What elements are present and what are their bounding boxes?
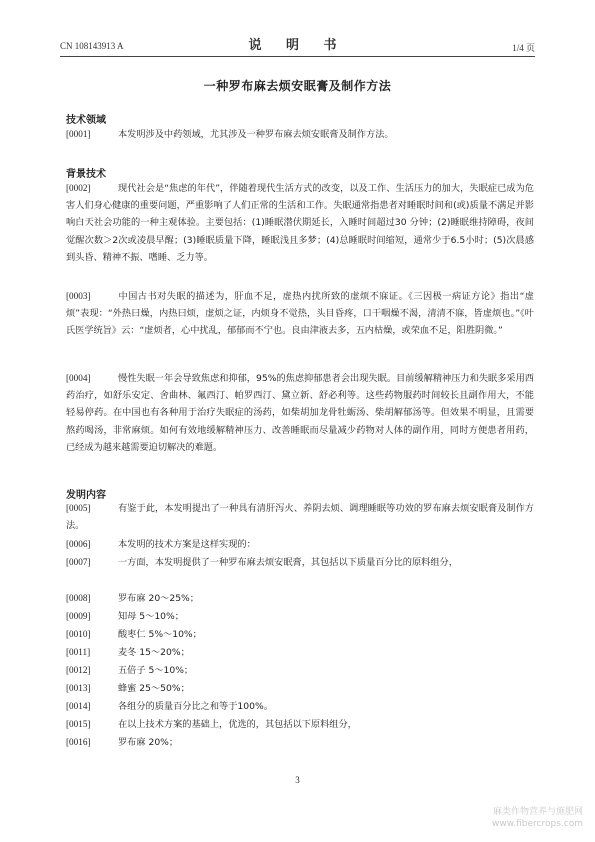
ingredient-text: 五倍子 5～10%；	[118, 665, 194, 676]
ingredient-text: 罗布麻 20%；	[118, 737, 179, 748]
header-rule	[60, 56, 535, 57]
paragraph-number: [0008]	[66, 593, 91, 603]
watermark-url: www.fibercrops.com	[492, 819, 583, 829]
paragraph-number: [0015]	[66, 719, 91, 729]
page-number: 3	[295, 775, 300, 785]
paragraph-0003	[66, 288, 534, 340]
watermark	[492, 806, 583, 830]
list-item	[66, 609, 534, 624]
paragraph-number: [0014]	[66, 701, 91, 711]
paragraph-0007	[66, 554, 534, 571]
watermark-name: 麻类作物营养与施肥网	[492, 807, 583, 817]
paragraph-number: [0002]	[66, 183, 91, 193]
paragraph-0006	[66, 536, 534, 553]
paragraph-0001	[66, 126, 534, 143]
list-item	[66, 591, 534, 606]
patent-number: CN 108143913 A	[60, 41, 124, 51]
paragraph-text: 慢性失眠一年会导致焦虑和抑郁，95%的焦虑抑郁患者会出现失眠。目前缓解精神压力和失眠多采用西药治疗，如舒乐安定、舍曲林、氟西汀、帕罗西汀、黛立新、舒必利等。这些药物服药时间较长且副作用大，不能轻易停药。在中国也有各种用于治疗失眠症的汤药，如柴胡加龙骨牡蛎汤、柴胡解郁汤等。但效果不明显，且需要熬药喝汤，非常麻烦。如何有效地缓解精神压力、改善睡眠而尽量减少药物对人体的副作用，同时方便患者用药，已经成为越来越需要迫切解决的难题。	[66, 373, 534, 453]
section-invention: 发明内容	[66, 490, 106, 501]
paragraph-text: 现代社会是“焦虑的年代”，伴随着现代生活方式的改变，以及工作、生活压力的加大，失眠症已成为危害人们身心健康的重要问题，严重影响了人们正常的生活和工作。失眠通常指患者对睡眠时间和(或)质量不满足并影响白天社会功能的一种主观体验。主要包括：(1)睡眠潜伏期延长，入睡时间超过30 分钟；(2)睡眠维持障碍，夜间觉醒次数＞2次或凌晨早醒；(3)睡眠质量下降，睡眠浅且多梦；(4)总睡眠时间缩短，通常少于6.5小时；(5)次晨感到头昏、精神不振、嗜睡、乏力等。	[66, 183, 534, 263]
paragraph-number: [0010]	[66, 629, 91, 639]
list-item	[66, 663, 534, 678]
paragraph-text: 本发明的技术方案是这样实现的：	[118, 539, 256, 550]
paragraph-number: [0004]	[66, 373, 91, 383]
list-item	[66, 699, 534, 714]
list-item	[66, 681, 534, 696]
paragraph-0004	[66, 370, 534, 456]
section-background: 背景技术	[66, 169, 106, 180]
paragraph-number: [0003]	[66, 291, 91, 301]
ingredient-text: 麦冬 15～20%；	[118, 647, 190, 658]
list-item	[66, 627, 534, 642]
paragraph-number: [0006]	[66, 539, 91, 549]
document-title: 一种罗布麻去烦安眠膏及制作方法	[203, 79, 392, 93]
paragraph-text: 中国古书对失眠的描述为，肝血不足，虚热内扰所致的虚烦不寐证。《三因极一病证方论》指出“虚烦”表现：“外热曰燥，内热曰烦，虚烦之证，内烦身不觉热，头目昏疼，口干咽燥不渴，清清不寐，皆虚烦也。”《叶氏医学统旨》云：“虚烦者，心中扰乱，郁郁而不宁也。良由津液去多，五内枯燥，或荣血不足，阳胜阴微。”	[66, 291, 534, 337]
ingredient-text: 知母 5～10%；	[118, 611, 184, 622]
paragraph-text: 有鉴于此，本发明提出了一种具有清肝泻火、养阴去烦、调理睡眠等功效的罗布麻去烦安眠膏及制作方法。	[66, 503, 534, 532]
paragraph-number: [0016]	[66, 737, 91, 747]
ingredient-text: 在以上技术方案的基础上，优选的，其包括以下原料组分，	[118, 719, 357, 730]
paragraph-text: 本发明涉及中药领域，尤其涉及一种罗布麻去烦安眠膏及制作方法。	[118, 129, 394, 140]
ingredient-text: 罗布麻 20～25%；	[118, 593, 199, 604]
page-header	[60, 34, 535, 54]
section-tech-field: 技术领域	[66, 115, 106, 126]
paragraph-number: [0013]	[66, 683, 91, 693]
list-item	[66, 735, 534, 750]
ingredient-text: 蜂蜜 25～50%；	[118, 683, 190, 694]
paragraph-number: [0012]	[66, 665, 91, 675]
document-type: 说 明 书	[248, 38, 347, 53]
page-indicator: 1/4 页	[512, 43, 535, 53]
list-item	[66, 645, 534, 660]
paragraph-number: [0007]	[66, 557, 91, 567]
paragraph-number: [0011]	[66, 647, 91, 657]
paragraph-0002	[66, 180, 534, 266]
ingredient-text: 酸枣仁 5%～10%；	[118, 629, 202, 640]
paragraph-number: [0009]	[66, 611, 91, 621]
paragraph-number: [0005]	[66, 503, 91, 513]
paragraph-text: 一方面，本发明提供了一种罗布麻去烦安眠膏，其包括以下质量百分比的原料组分，	[118, 557, 458, 568]
ingredient-text: 各组分的质量百分比之和等于100%。	[118, 701, 273, 712]
paragraph-0005	[66, 500, 534, 534]
list-item	[66, 717, 534, 732]
paragraph-number: [0001]	[66, 129, 91, 139]
